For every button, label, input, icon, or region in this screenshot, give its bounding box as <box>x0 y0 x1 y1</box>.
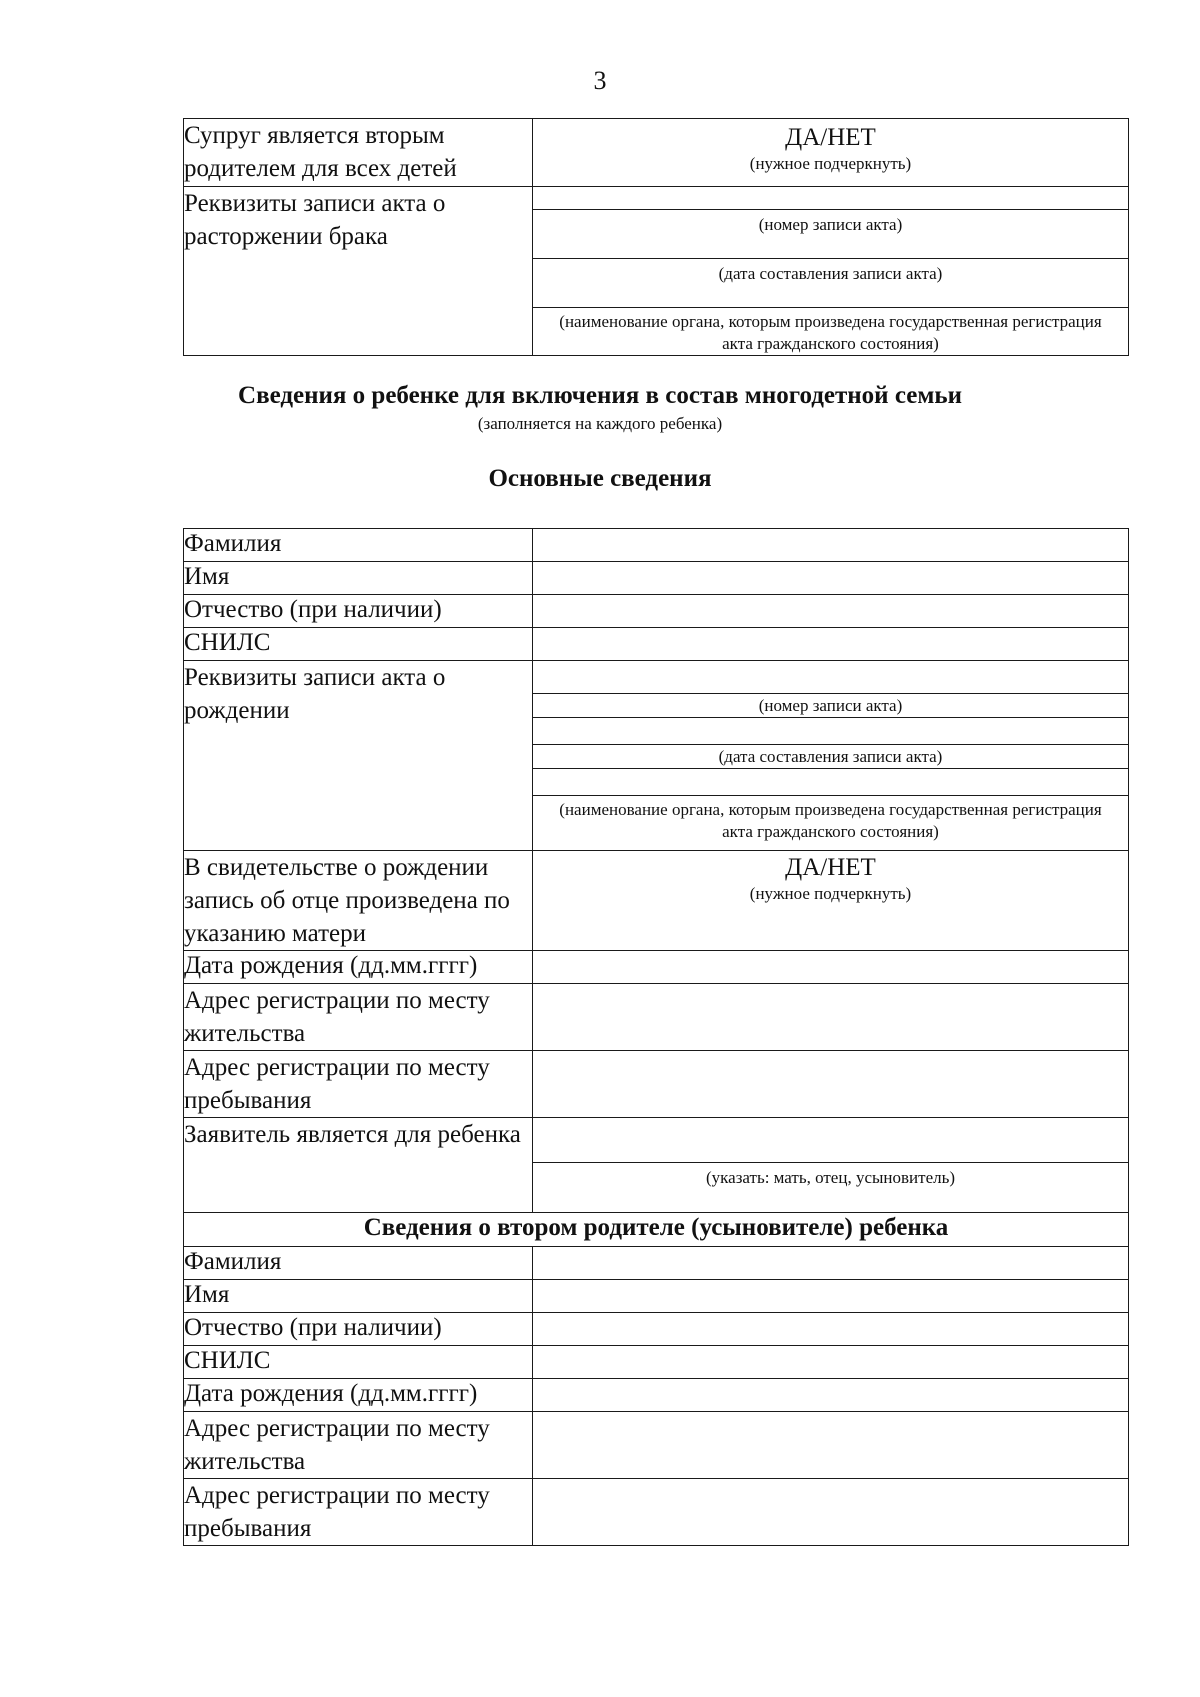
parent-name-field[interactable] <box>533 1280 1129 1313</box>
yes-no-option: ДА/НЕТ <box>785 124 876 151</box>
parent-patronymic-field[interactable] <box>533 1313 1129 1346</box>
parent-patronymic-label: Отчество (при наличии) <box>184 1313 533 1346</box>
parent-surname-label: Фамилия <box>184 1247 533 1280</box>
parent-stay-address-label: Адрес регистрации по месту пребывания <box>184 1479 533 1546</box>
applicant-label: Заявитель является для ребенка <box>184 1118 533 1213</box>
parent-surname-field[interactable] <box>533 1247 1129 1280</box>
spouse-table <box>183 118 1129 356</box>
child-birth-date-field[interactable] <box>533 951 1129 984</box>
underline-hint: (нужное подчеркнуть) <box>749 884 912 903</box>
birth-record-date-caption: (дата составления записи акта) <box>533 744 1128 769</box>
child-name-field[interactable] <box>533 562 1129 595</box>
child-residence-address-field[interactable] <box>533 984 1129 1051</box>
applicant-cell <box>533 1118 1129 1213</box>
parent-snils-label: СНИЛС <box>184 1346 533 1379</box>
record-date-field[interactable] <box>533 238 1128 259</box>
parent-snils-field[interactable] <box>533 1346 1129 1379</box>
parent-name-label: Имя <box>184 1280 533 1313</box>
parent-birth-date-field[interactable] <box>533 1379 1129 1412</box>
birth-record-label: Реквизиты записи акта о рождении <box>184 661 533 851</box>
parent-residence-address-label: Адрес регистрации по месту жительства <box>184 1412 533 1479</box>
birth-record-number-caption: (номер записи акта) <box>533 694 1128 718</box>
child-patronymic-field[interactable] <box>533 595 1129 628</box>
second-parent-title: Сведения о втором родителе (усыновителе) ребенка <box>184 1213 1129 1247</box>
child-birth-date-label: Дата рождения (дд.мм.гггг) <box>184 951 533 984</box>
parent-birth-date-label: Дата рождения (дд.мм.гггг) <box>184 1379 533 1412</box>
birth-authority-caption: (наименование органа, которым произведена государственная регистрация акта гражданского состояния) <box>533 795 1128 843</box>
record-number-field[interactable] <box>533 187 1128 210</box>
divorce-record-label: Реквизиты записи акта о расторжении брака <box>184 187 533 356</box>
child-snils-field[interactable] <box>533 628 1129 661</box>
child-surname-field[interactable] <box>533 529 1129 562</box>
page-number: 3 <box>593 66 607 95</box>
spouse-parent-label: Супруг является вторым родителем для всех детей <box>184 119 533 187</box>
child-residence-address-label: Адрес регистрации по месту жительства <box>184 984 533 1051</box>
authority-field[interactable] <box>533 287 1128 308</box>
applicant-hint: (указать: мать, отец, усыновитель) <box>705 1168 956 1187</box>
underline-hint: (нужное подчеркнуть) <box>749 154 912 173</box>
yes-no-option: ДА/НЕТ <box>785 854 876 881</box>
birth-record-number-field[interactable] <box>533 661 1128 694</box>
parent-stay-address-field[interactable] <box>533 1479 1129 1546</box>
child-stay-address-field[interactable] <box>533 1051 1129 1118</box>
father-record-label: В свидетельстве о рождении запись об отце произведена по указанию матери <box>184 851 533 951</box>
birth-record-cell <box>533 661 1129 851</box>
record-number-caption: (номер записи акта) <box>758 215 903 234</box>
applicant-field[interactable] <box>533 1118 1128 1163</box>
child-stay-address-label: Адрес регистрации по месту пребывания <box>184 1051 533 1118</box>
child-section-title: Сведения о ребенке для включения в состав многодетной семьи <box>238 382 962 409</box>
record-date-caption: (дата составления записи акта) <box>718 264 943 283</box>
birth-authority-field[interactable] <box>533 769 1128 795</box>
authority-caption: (наименование органа, которым произведена государственная регистрация акта гражданского состояния) <box>559 312 1102 353</box>
child-snils-label: СНИЛС <box>184 628 533 661</box>
spouse-parent-answer-cell[interactable] <box>533 119 1129 187</box>
divorce-record-cell <box>533 187 1129 356</box>
parent-residence-address-field[interactable] <box>533 1412 1129 1479</box>
child-patronymic-label: Отчество (при наличии) <box>184 595 533 628</box>
child-surname-label: Фамилия <box>184 529 533 562</box>
child-section-subtitle: (заполняется на каждого ребенка) <box>477 414 723 433</box>
basic-info-title: Основные сведения <box>488 465 712 492</box>
father-record-answer-cell[interactable] <box>533 851 1129 951</box>
birth-record-date-field[interactable] <box>533 718 1128 744</box>
child-name-label: Имя <box>184 562 533 595</box>
child-table <box>183 528 1129 1546</box>
